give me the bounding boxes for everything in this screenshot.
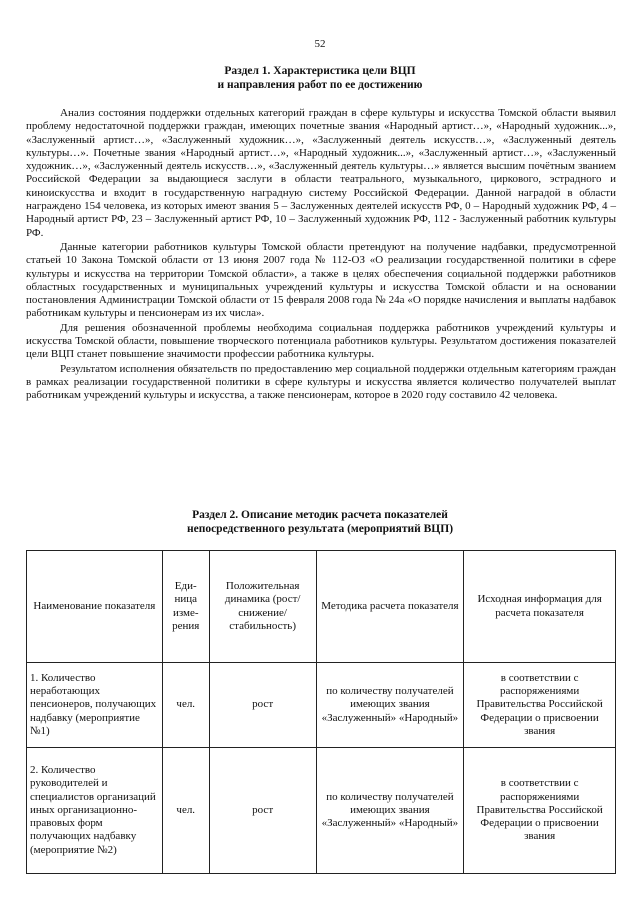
cell-dynamics: рост: [209, 663, 316, 748]
section2-title-line1: Раздел 2. Описание методик расчета показателей: [192, 509, 448, 521]
table-row: [27, 663, 616, 748]
cell-method: по количеству получателей имеющих звания «Заслуженный» «Народный»: [316, 748, 464, 874]
section1-title-line2: и направления работ по ее достижению: [217, 79, 423, 91]
cell-method: по количеству получателей имеющих звания «Заслуженный» «Народный»: [316, 663, 464, 748]
cell-name: 2. Количество руководителей и специалистов организаций иных организационно-правовых форм получающих надбавку (мероприятие №2): [27, 748, 163, 874]
paragraph: Для решения обозначенной проблемы необходима социальная поддержка работников учреждений культуры и искусства Томской области, повышение творческого потенциала работников культуры. Результатом достижения показателей цели ВЦП станет повышение значимости профессии работника культуры.: [26, 321, 616, 361]
header-method: Методика расчета показателя: [316, 551, 464, 663]
header-indicator-name: Наименование показателя: [27, 551, 163, 663]
section1-title-line1: Раздел 1. Характеристика цели ВЦП: [224, 65, 416, 77]
header-source: Исходная информация для расчета показателя: [464, 551, 616, 663]
header-unit: Еди-ница изме-рения: [162, 551, 209, 663]
cell-source: в соответствии с распоряжениями Правительства Российской Федерации о присвоении звания: [464, 748, 616, 874]
cell-source: в соответствии с распоряжениями Правительства Российской Федерации о присвоении звания: [464, 663, 616, 748]
section1-title: [0, 64, 640, 92]
table-header-row: [27, 551, 616, 663]
paragraph: Результатом исполнения обязательств по предоставлению мер социальной поддержки отдельным категориям граждан в рамках реализации государственной политики в сфере культуры и искусства является количество получателей выплат работникам учреждений культуры и искусства, а также пенсионерам, которое в 2020 году составило 42 человека.: [26, 362, 616, 402]
paragraph: Анализ состояния поддержки отдельных категорий граждан в сфере культуры и искусства Томской области выявил проблему недостаточной поддержки граждан, имеющих почетные звания «Народный артист…», «Народный художник...», «Заслуженный артист…», «Заслуженный художник…», «Заслуженный деятель искусств…», «Заслуженный деятель культуры…». Почетные звания «Народный артист…», «Народный художник...», «Заслуженный артист…», «Заслуженный художник…», «Заслуженный деятель искусств…», «Заслуженный деятель культуры…» является высшим почётным званием Российской Федерации за выдающиеся заслуги в области театрального, музыкального, циркового, эстрадного и киноискусства и входит в государственную наградную систему Российской Федерации. Данной наградой в области награждено 154 человека, из которых имеют звания 5 – Заслуженных деятелей искусств РФ, 0 – Народный художник РФ, 4 – Народный артист РФ, 23 – Заслуженный артист РФ, 10 – Заслуженный художник РФ, 112 - Заслуженный работник культуры РФ.: [26, 107, 616, 239]
table-row: [27, 748, 616, 874]
section2-title: [0, 508, 640, 536]
paragraph: Данные категории работников культуры Томской области претендуют на получение надбавки, предусмотренной статьей 10 Закона Томской области от 13 июня 2007 года № 112-ОЗ «О реализации государственной политики в сфере культуры и искусства на территории Томской области», а также в целях обеспечения социальной поддержки работников областных государственных и муниципальных учреждений культуры и искусства Томской области и на основании постановления Администрации Томской области от 15 февраля 2008 года № 24а «О порядке начисления и выплаты надбавок работникам культуры и пенсионерам из их числа».: [26, 240, 616, 320]
cell-name: 1. Количество неработающих пенсионеров, получающих надбавку (мероприятие №1): [27, 663, 163, 748]
page-number: 52: [314, 38, 326, 50]
cell-dynamics: рост: [209, 748, 316, 874]
cell-unit: чел.: [162, 748, 209, 874]
indicators-table: [26, 550, 616, 874]
header-dynamics: Положительная динамика (рост/ снижение/ стабильность): [209, 551, 316, 663]
section1-body: [26, 107, 616, 404]
section2-title-line2: непосредственного результата (мероприятий ВЦП): [186, 523, 454, 535]
cell-unit: чел.: [162, 663, 209, 748]
